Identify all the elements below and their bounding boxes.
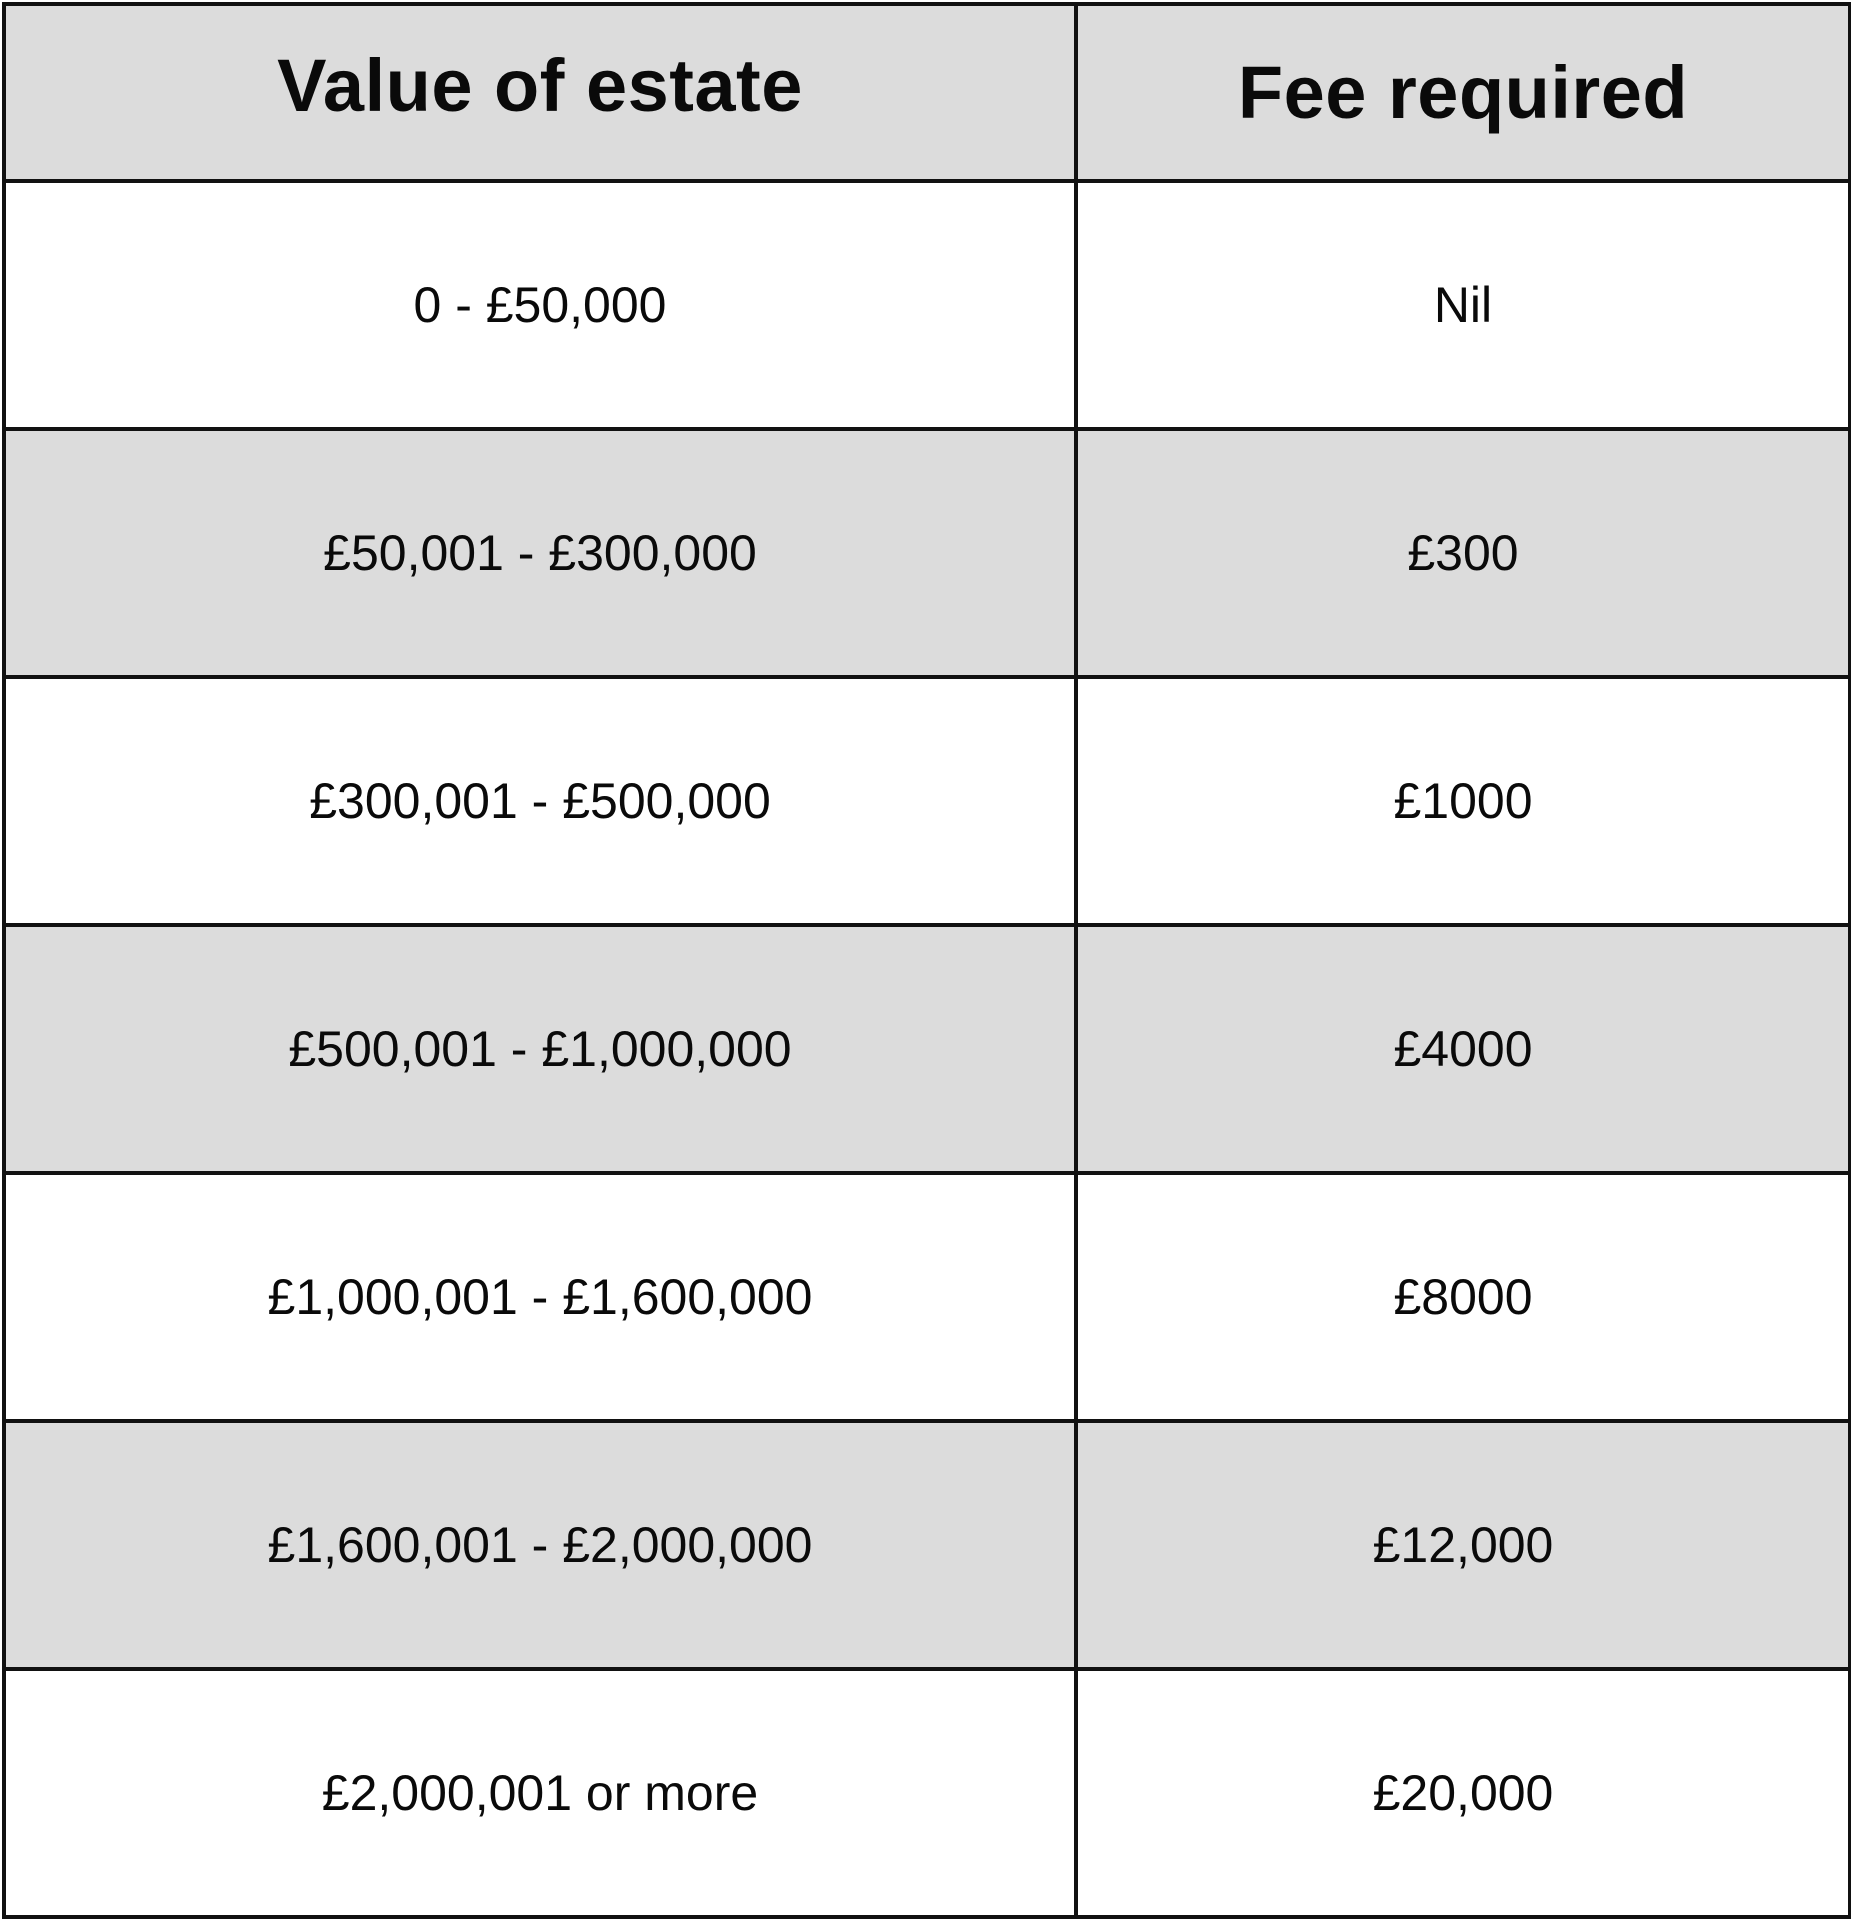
table-row bbox=[4, 429, 1850, 677]
estate-value-cell: 0 - £50,000 bbox=[4, 181, 1076, 429]
header-value-of-estate: Value of estate bbox=[4, 4, 1076, 181]
estate-value-cell: £300,001 - £500,000 bbox=[4, 677, 1076, 925]
table-row bbox=[4, 1669, 1850, 1917]
fee-cell: £1000 bbox=[1076, 677, 1850, 925]
fee-cell: Nil bbox=[1076, 181, 1850, 429]
fee-table bbox=[2, 2, 1851, 1919]
header-fee-required: Fee required bbox=[1076, 4, 1850, 181]
estate-value-cell: £1,000,001 - £1,600,000 bbox=[4, 1173, 1076, 1421]
fee-cell: £300 bbox=[1076, 429, 1850, 677]
estate-value-cell: £1,600,001 - £2,000,000 bbox=[4, 1421, 1076, 1669]
table-body bbox=[4, 181, 1850, 1917]
estate-value-cell: £500,001 - £1,000,000 bbox=[4, 925, 1076, 1173]
table-header bbox=[4, 4, 1850, 181]
estate-value-cell: £2,000,001 or more bbox=[4, 1669, 1076, 1917]
fee-cell: £12,000 bbox=[1076, 1421, 1850, 1669]
table-row bbox=[4, 925, 1850, 1173]
fee-cell: £8000 bbox=[1076, 1173, 1850, 1421]
fee-cell: £20,000 bbox=[1076, 1669, 1850, 1917]
table-row bbox=[4, 1173, 1850, 1421]
fee-cell: £4000 bbox=[1076, 925, 1850, 1173]
table-row bbox=[4, 677, 1850, 925]
table-row bbox=[4, 181, 1850, 429]
header-row bbox=[4, 4, 1850, 181]
table-row bbox=[4, 1421, 1850, 1669]
estate-value-cell: £50,001 - £300,000 bbox=[4, 429, 1076, 677]
